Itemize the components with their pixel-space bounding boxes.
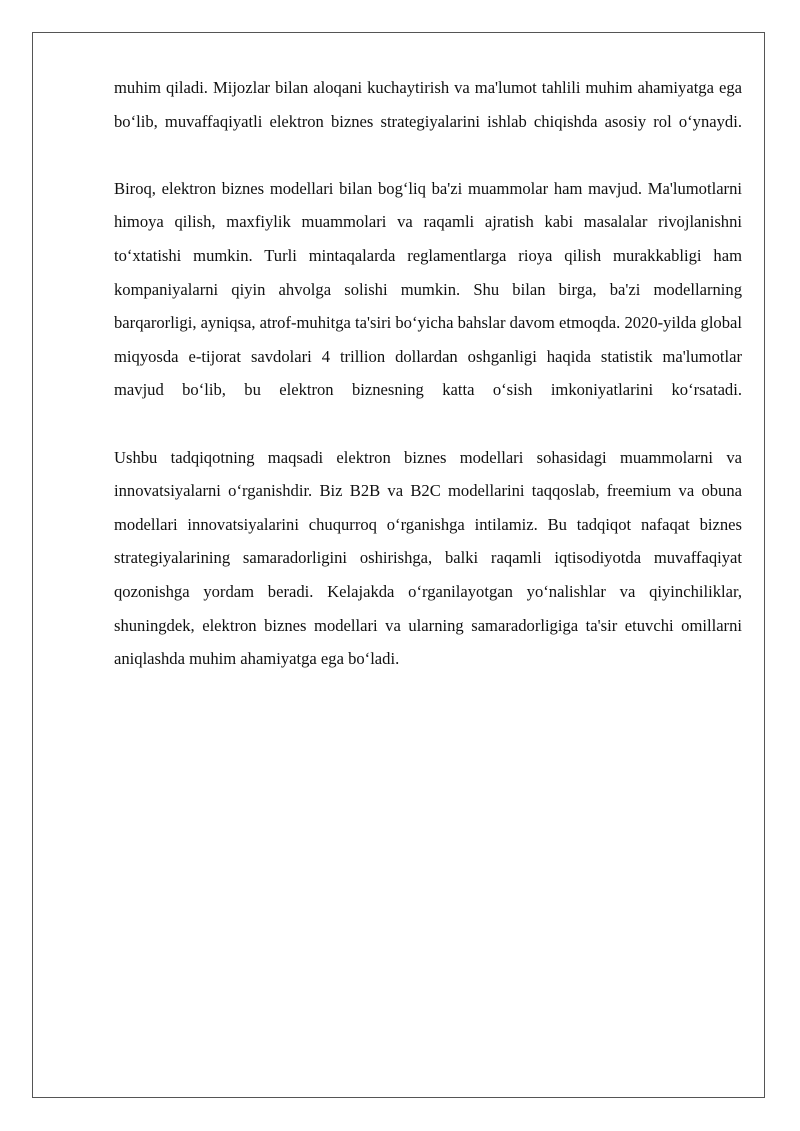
paragraph-3: Ushbu tadqiqotning maqsadi elektron biznes modellari sohasidagi muammolarni va innovatsiyalarni o‘rganishdir. Biz B2B va B2C modellarini taqqoslab, freemium va obuna modellari innovatsiyalarini chuqurroq o‘rganishga intilamiz. Bu tadqiqot nafaqat biznes strategiyalarining samaradorligini oshirishga, balki raqamli iqtisodiyotda muvaffaqiyat qozonishga yordam beradi. Kelajakda o‘rganilayotgan yo‘nalishlar va qiyinchiliklar, shuningdek, elektron biznes modellari va ularning samaradorligiga ta'sir etuvchi omillarni aniqlashda muhim ahamiyatga ega bo‘ladi. — [114, 447, 742, 669]
paragraph-2: Biroq, elektron biznes modellari bilan bog‘liq ba'zi muammolar ham mavjud. Ma'lumotlarni himoya qilish, maxfiylik muammolari va raqamli ajratish kabi masalalar rivojlanishni to‘xtatishi mumkin. Turli mintaqalarda reglamentlarga rioya qilish murakkabligi ham kompaniyalarni qiyin ahvolga solishi mumkin. Shu bilan birga, ba'zi modellarning barqarorligi, ayniqsa, atrof-muhitga ta'siri bo‘yicha bahslar davom etmoqda. 2020-yilda global miqyosda e-tijorat savdolari 4 trillion dollardan oshganligi haqida statistik ma'lumotlar mavjud bo‘lib, bu elektron biznesning katta o‘sish imkoniyatlarini ko‘rsatadi. — [114, 178, 742, 400]
document-body — [114, 71, 742, 709]
paragraph-1: muhim qiladi. Mijozlar bilan aloqani kuchaytirish va ma'lumot tahlili muhim ahamiyatga ega bo‘lib, muvaffaqiyatli elektron biznes strategiyalarini ishlab chiqishda asosiy rol o‘ynaydi. — [114, 78, 742, 131]
